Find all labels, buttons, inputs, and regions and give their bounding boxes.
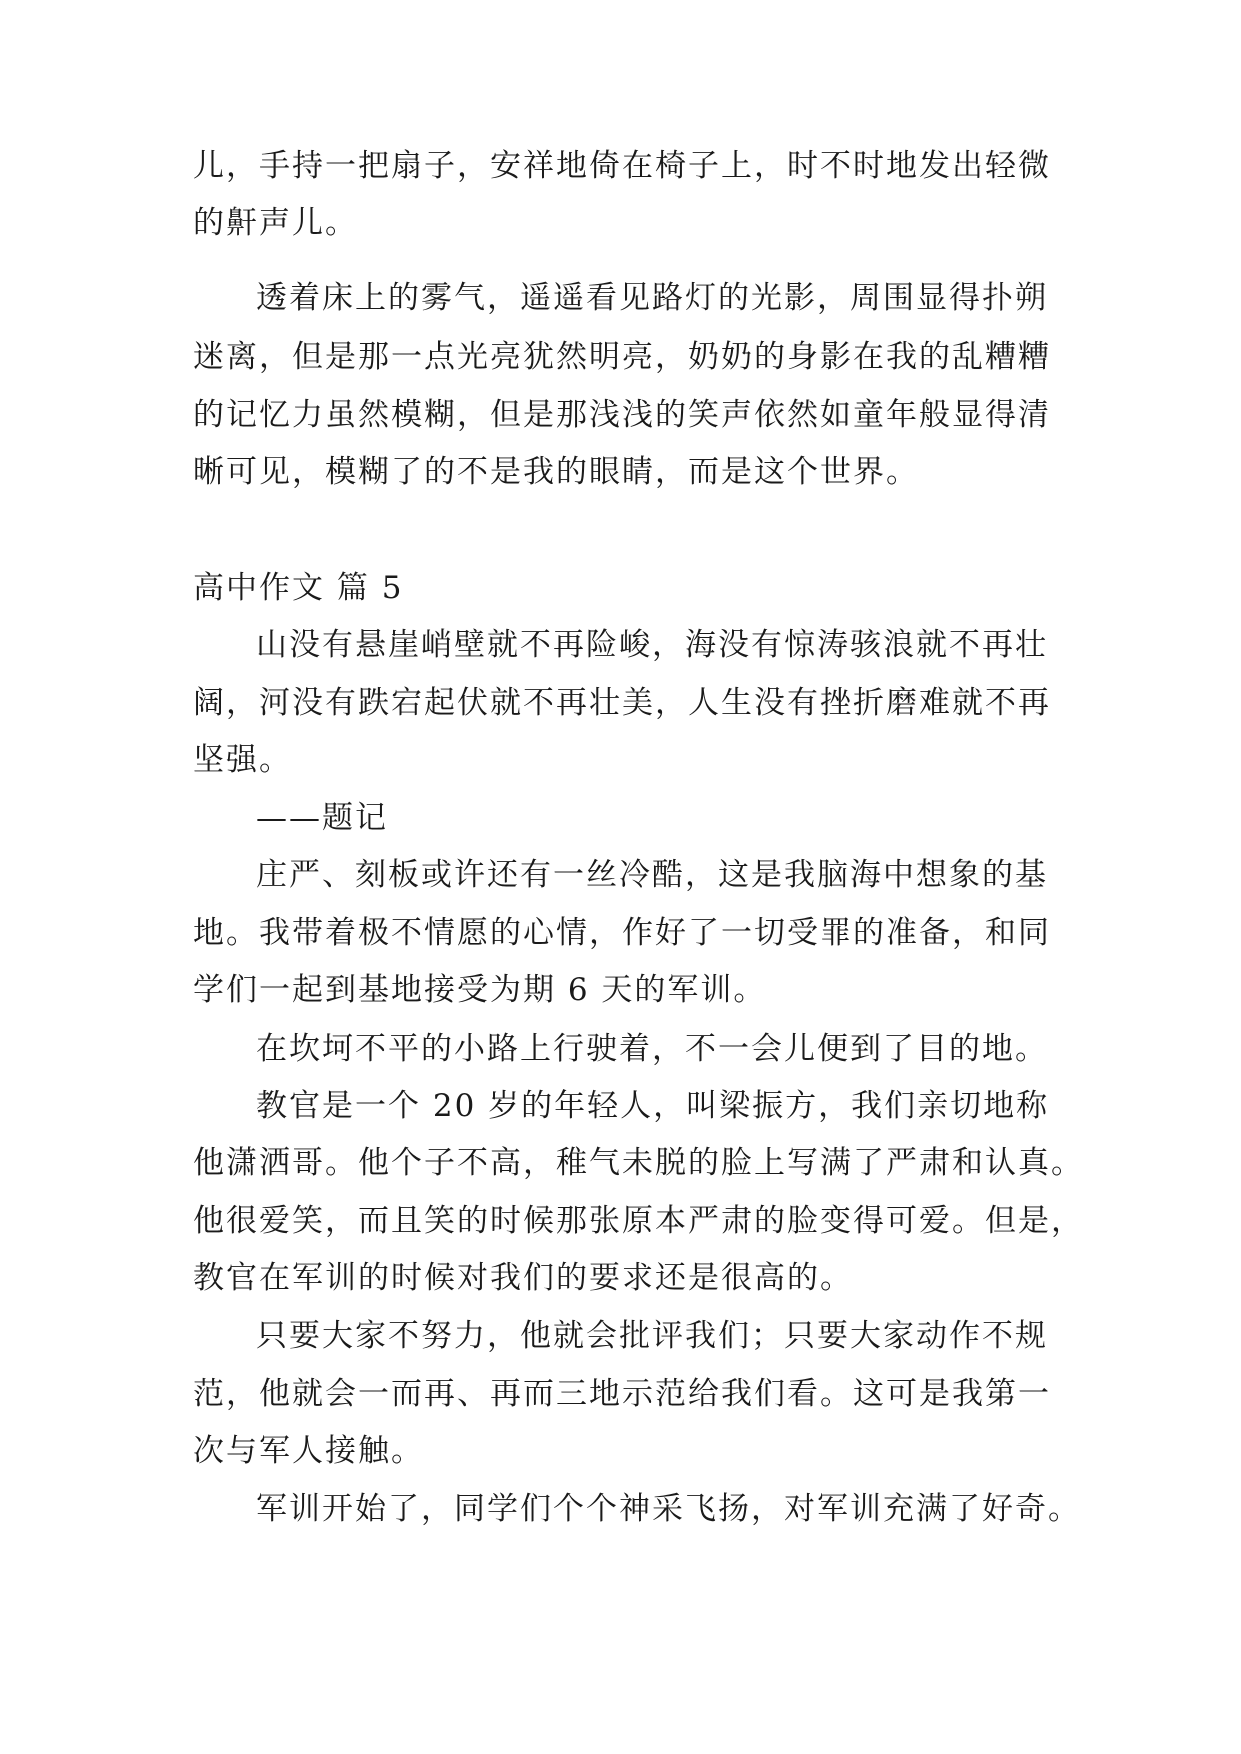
section-heading: 高中作文 篇 5 xyxy=(193,570,404,606)
epigraph-attribution: ——题记 xyxy=(256,800,388,836)
text-line: 他很爱笑，而且笑的时候那张原本严肃的脸变得可爱。但是， xyxy=(193,1203,1084,1239)
text-line: 只要大家不努力，他就会批评我们；只要大家动作不规 xyxy=(256,1318,1048,1354)
text-line: 儿，手持一把扇子，安祥地倚在椅子上，时不时地发出轻微 xyxy=(193,148,1051,184)
text-line: 地。我带着极不情愿的心情，作好了一切受罪的准备，和同 xyxy=(193,915,1051,951)
text-line: 学们一起到基地接受为期 6 天的军训。 xyxy=(193,972,767,1008)
text-line: 教官在军训的时候对我们的要求还是很高的。 xyxy=(193,1260,853,1296)
text-line: 他潇洒哥。他个子不高，稚气未脱的脸上写满了严肃和认真。 xyxy=(193,1145,1084,1181)
text-line: 迷离，但是那一点光亮犹然明亮，奶奶的身影在我的乱糟糟 xyxy=(193,339,1051,375)
text-line: 范，他就会一而再、再而三地示范给我们看。这可是我第一 xyxy=(193,1376,1051,1412)
text-line: 军训开始了，同学们个个神采飞扬，对军训充满了好奇。 xyxy=(256,1491,1081,1527)
text-line: 的记忆力虽然模糊，但是那浅浅的笑声依然如童年般显得清 xyxy=(193,397,1051,433)
text-line: 山没有悬崖峭壁就不再险峻，海没有惊涛骇浪就不再壮 xyxy=(256,627,1048,663)
text-line: 次与军人接触。 xyxy=(193,1433,424,1469)
text-line: 阔，河没有跌宕起伏就不再壮美，人生没有挫折磨难就不再 xyxy=(193,685,1051,721)
text-line: 教官是一个 20 岁的年轻人，叫梁振方，我们亲切地称 xyxy=(256,1088,1050,1124)
text-line: 透着床上的雾气，遥遥看见路灯的光影，周围显得扑朔 xyxy=(256,280,1048,316)
text-line: 在坎坷不平的小路上行驶着，不一会儿便到了目的地。 xyxy=(256,1031,1048,1067)
text-line: 的鼾声儿。 xyxy=(193,205,358,241)
text-line: 晰可见，模糊了的不是我的眼睛，而是这个世界。 xyxy=(193,454,919,490)
text-line: 庄严、刻板或许还有一丝冷酷，这是我脑海中想象的基 xyxy=(256,857,1048,893)
text-line: 坚强。 xyxy=(193,742,292,778)
